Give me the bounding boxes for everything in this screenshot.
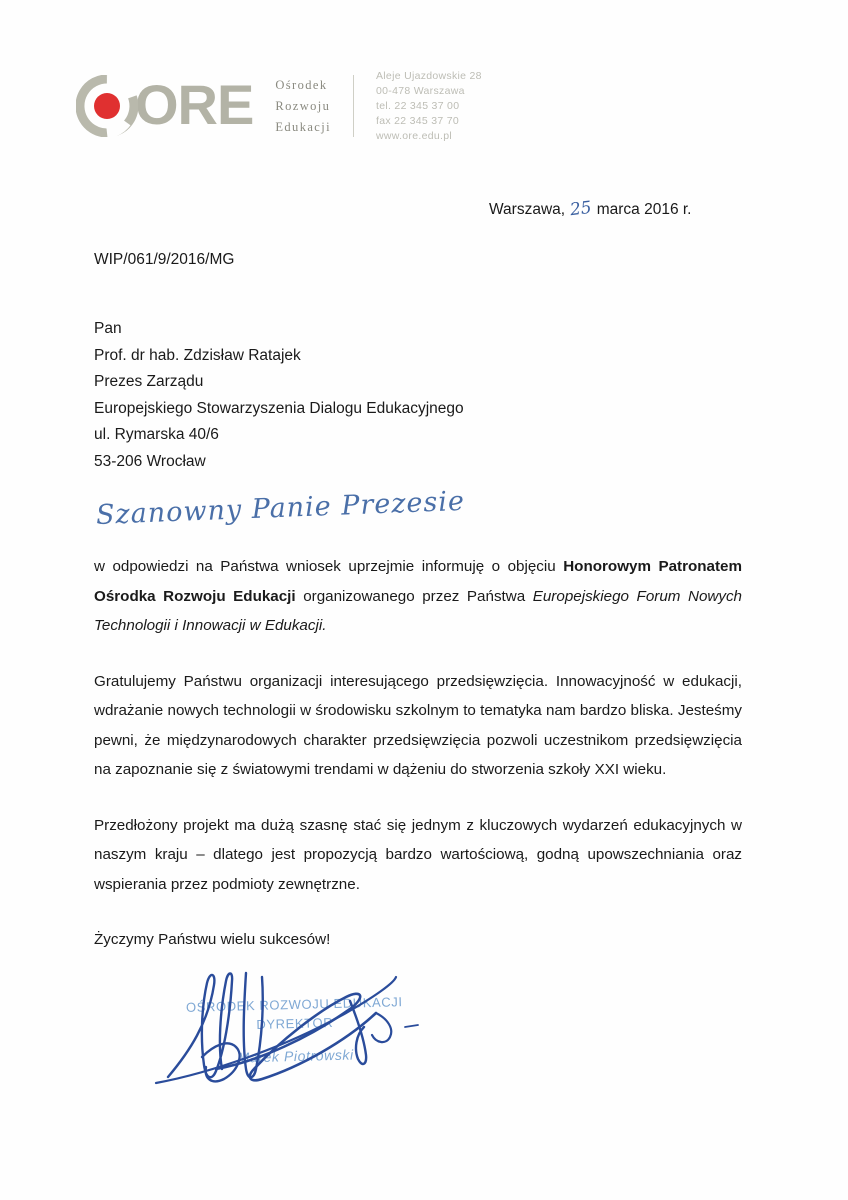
paragraph-closing: Życzymy Państwu wielu sukcesów!: [94, 931, 331, 948]
paragraph-1: [94, 552, 742, 641]
date-month-year: marca 2016 r.: [596, 201, 692, 218]
reference-number: WIP/061/9/2016/MG: [94, 251, 235, 268]
addressee-line: ul. Rymarska 40/6: [94, 426, 219, 443]
logo-wordmark: ORE: [135, 73, 254, 136]
handwritten-signature: [150, 965, 460, 1090]
p1-text-b: organizowanego przez Państwa: [295, 587, 533, 605]
stamp-org-line: OŚRODEK ROZWOJU EDUKACJI: [185, 994, 403, 1015]
logo-o-icon: [76, 75, 138, 137]
contact-website[interactable]: www.ore.edu.pl: [376, 129, 452, 142]
p1-bold-patronage: Honorowym Patronatem Ośrodka Rozwoju Edukacji: [94, 558, 742, 605]
letterhead-divider: [353, 75, 354, 137]
addressee-line: 53-206 Wrocław: [94, 452, 206, 470]
addressee-line: Prezes Zarządu: [94, 373, 204, 390]
ore-logo: [76, 75, 253, 137]
p1-italic-event: Europejskiego Forum Nowych Technologii i Innowacji w Edukacji.: [94, 587, 742, 634]
addressee-block: [94, 316, 464, 475]
contact-fax: fax 22 345 37 70: [376, 114, 460, 127]
paragraph-2: Gratulujemy Państwu organizacji interesującego przedsięwzięcia. Innowacyjność w edukacji, wdrażanie nowych technologii w środowisku szkolnym to tematyka nam bardzo bliska. Jesteśmy pewni, że międzynarodowych charakter przedsięwzięcia pozwoli uczestnikom przedsięwzięcia na zapoznanie się z światowymi trendami w dążeniu do stworzenia szkoły XXI wieku.: [94, 672, 742, 778]
contact-block: [376, 69, 482, 144]
date-day-handwritten: 25: [568, 197, 593, 221]
contact-tel: tel. 22 345 37 00: [376, 99, 460, 112]
date-city: Warszawa,: [489, 201, 566, 218]
addressee-line: Europejskiego Stowarzyszenia Dialogu Edukacyjnego: [94, 399, 464, 417]
org-name-line-3: Edukacji: [275, 119, 331, 134]
addressee-line: Prof. dr hab. Zdzisław Ratajek: [94, 346, 301, 364]
letterhead: [76, 66, 482, 146]
letter-body: [94, 552, 742, 955]
signature-area: [150, 965, 460, 1090]
date-line: [489, 199, 692, 219]
stamp-title-line: DYREKTOR: [256, 1015, 334, 1033]
handwritten-salutation: Szanowny Panie Prezesie: [95, 485, 466, 531]
stamp-name-line: Marek Piotrowski: [237, 1046, 354, 1066]
org-name-line-2: Rozwoju: [275, 98, 331, 113]
paragraph-3: Przedłożony projekt ma dużą szasnę stać się jednym z kluczowych wydarzeń edukacyjnych w naszym kraju – dlatego jest propozycją bardzo wartościową, godną upowszechniania oraz wspierania przez podmioty zewnętrzne.: [94, 816, 742, 893]
addressee-line: Pan: [94, 320, 122, 337]
contact-street: Aleje Ujazdowskie 28: [376, 69, 482, 82]
org-name-block: [275, 75, 331, 138]
p1-text-a: w odpowiedzi na Państwa wniosek uprzejmie informuję o objęciu: [94, 558, 564, 575]
org-name-line-1: Ośrodek: [275, 77, 328, 92]
contact-city: 00-478 Warszawa: [376, 84, 465, 97]
